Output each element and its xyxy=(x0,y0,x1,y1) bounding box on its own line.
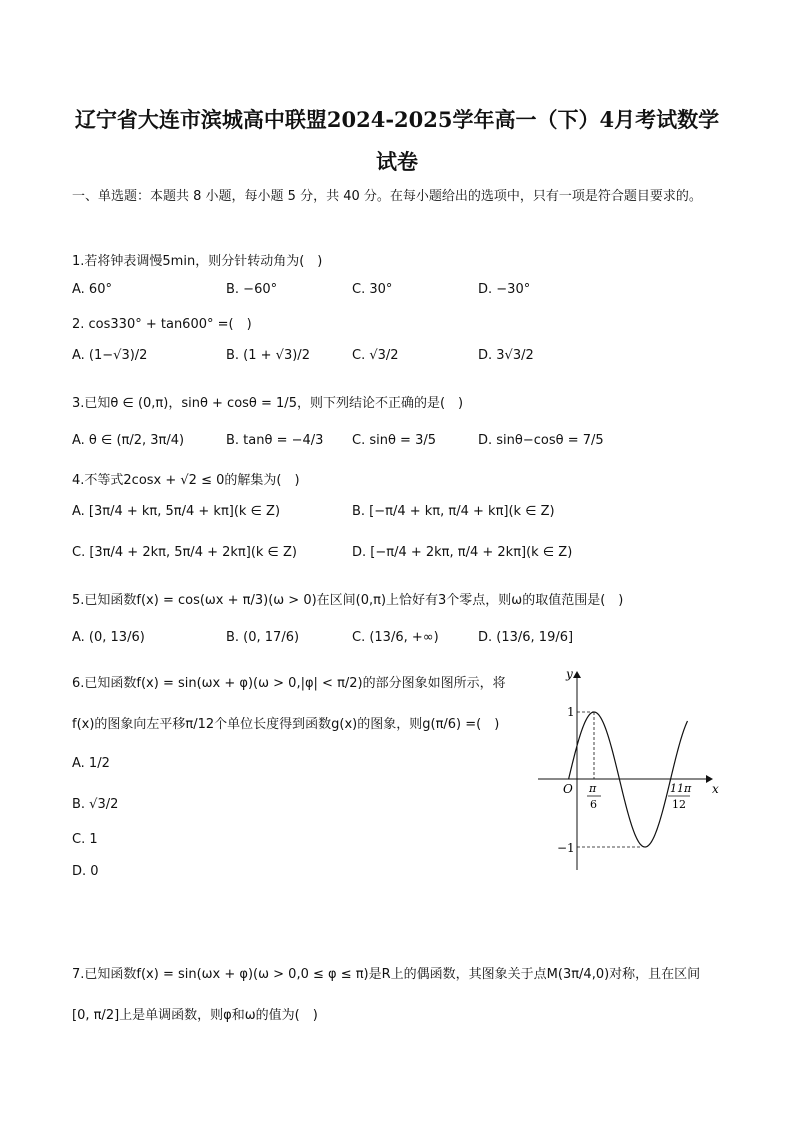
y-tick-positive: 1 xyxy=(567,705,575,719)
x-tick-1-denominator: 6 xyxy=(590,798,597,811)
q5-option-c: C. (13/6, +∞) xyxy=(352,630,439,645)
y-tick-negative: −1 xyxy=(557,841,575,855)
x-tick-1-numerator: π xyxy=(589,782,597,795)
q4-option-d: D. [−π/4 + 2kπ, π/4 + 2kπ](k ∈ Z) xyxy=(352,545,573,560)
q1-option-a: A. 60° xyxy=(72,282,112,297)
q6-option-b: B. √3/2 xyxy=(72,797,119,812)
x-tick-2-denominator: 12 xyxy=(672,798,686,811)
question-5: 5.已知函数f(x) = cos(ωx + π/3)(ω > 0)在区间(0,π)上恰好有3个零点，则ω的取值范围是( ) xyxy=(72,593,624,608)
x-tick-2-numerator: 11π xyxy=(670,782,692,795)
sine-graph-figure xyxy=(530,662,730,877)
q4-option-b: B. [−π/4 + kπ, π/4 + kπ](k ∈ Z) xyxy=(352,504,555,519)
question-7-line1: 7.已知函数f(x) = sin(ωx + φ)(ω > 0,0 ≤ φ ≤ π)是R上的偶函数，其图象关于点M(3π/4,0)对称，且在区间 xyxy=(72,967,701,982)
q3-option-d: D. sinθ−cosθ = 7/5 xyxy=(478,433,604,448)
q4-option-a: A. [3π/4 + kπ, 5π/4 + kπ](k ∈ Z) xyxy=(72,504,281,519)
question-3: 3.已知θ ∈ (0,π)，sinθ + cosθ = 1/5，则下列结论不正确的是( ) xyxy=(72,396,464,411)
q2-option-a: A. (1−√3)/2 xyxy=(72,348,148,363)
question-6-line2: f(x)的图象向左平移π/12个单位长度得到函数g(x)的图象，则g(π/6) =( ) xyxy=(72,717,500,732)
q1-option-b: B. −60° xyxy=(226,282,278,297)
section-header: 一、单选题：本题共 8 小题，每小题 5 分，共 40 分。在每小题给出的选项中，只有一项是符合题目要求的。 xyxy=(72,189,702,204)
origin-label: O xyxy=(563,782,573,796)
question-2: 2. cos330° + tan600° =( ) xyxy=(72,317,252,332)
q2-option-b: B. (1 + √3)/2 xyxy=(226,348,310,363)
q1-option-d: D. −30° xyxy=(478,282,531,297)
question-7-line2: [0, π/2]上是单调函数，则φ和ω的值为( ) xyxy=(72,1008,318,1023)
q5-option-a: A. (0, 13/6) xyxy=(72,630,145,645)
y-axis-label: y xyxy=(566,667,573,681)
q1-option-c: C. 30° xyxy=(352,282,393,297)
q2-option-d: D. 3√3/2 xyxy=(478,348,534,363)
q3-option-a: A. θ ∈ (π/2, 3π/4) xyxy=(72,433,185,448)
question-6-line1: 6.已知函数f(x) = sin(ωx + φ)(ω > 0,|φ| < π/2)的部分图象如图所示，将 xyxy=(72,676,506,691)
x-axis-label: x xyxy=(712,782,719,796)
question-4: 4.不等式2cosx + √2 ≤ 0的解集为( ) xyxy=(72,473,300,488)
q2-option-c: C. √3/2 xyxy=(352,348,399,363)
q4-option-c: C. [3π/4 + 2kπ, 5π/4 + 2kπ](k ∈ Z) xyxy=(72,545,297,560)
q5-option-b: B. (0, 17/6) xyxy=(226,630,300,645)
q3-option-b: B. tanθ = −4/3 xyxy=(226,433,324,448)
paper-title-line2: 试卷 xyxy=(376,149,418,174)
q6-option-d: D. 0 xyxy=(72,864,99,879)
paper-title-line1: 辽宁省大连市滨城高中联盟2024-2025学年高一（下）4月考试数学 xyxy=(74,107,720,132)
sine-curve xyxy=(569,712,688,847)
question-1: 1.若将钟表调慢5min，则分针转动角为( ) xyxy=(72,254,323,269)
q6-option-c: C. 1 xyxy=(72,832,98,847)
q3-option-c: C. sinθ = 3/5 xyxy=(352,433,436,448)
q6-option-a: A. 1/2 xyxy=(72,756,110,771)
q5-option-d: D. (13/6, 19/6] xyxy=(478,630,574,645)
